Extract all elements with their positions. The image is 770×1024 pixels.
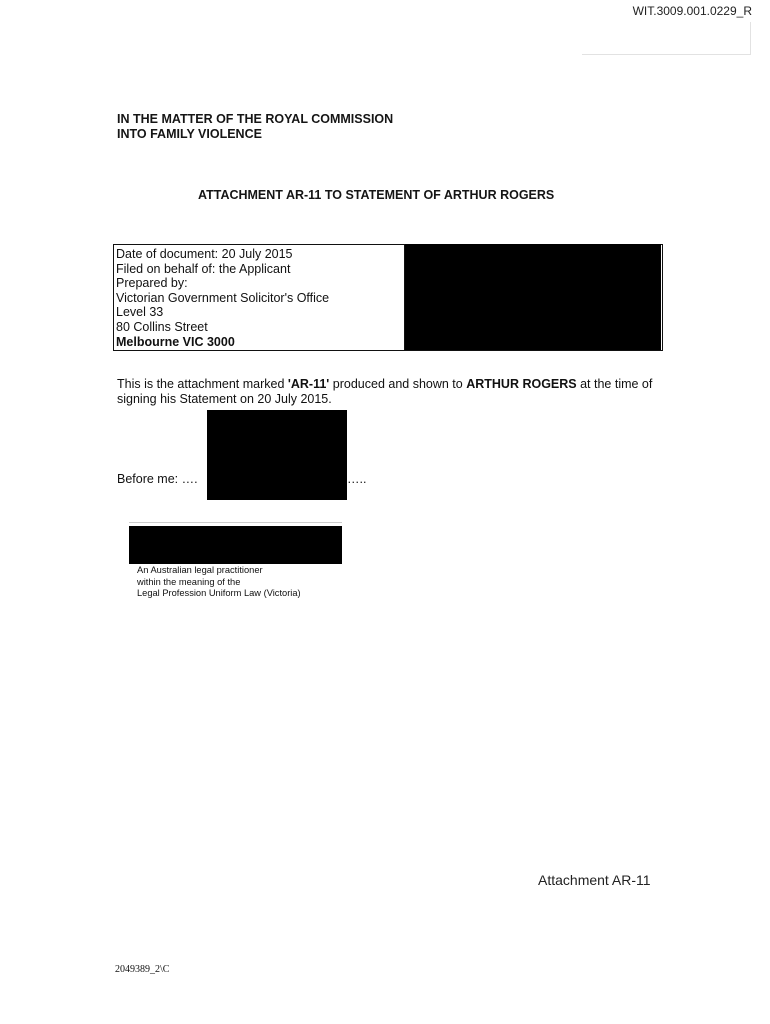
- signature-redaction: [207, 410, 347, 500]
- para-mark: 'AR-11': [287, 377, 330, 391]
- matter-heading: [117, 112, 393, 142]
- document-id: WIT.3009.001.0229_R: [632, 4, 752, 18]
- id-box: [582, 22, 751, 55]
- para-name: ARTHUR ROGERS: [466, 377, 577, 391]
- signature-dots: …..: [347, 472, 367, 486]
- practitioner-line-2: within the meaning of the: [137, 576, 241, 587]
- document-reference: 2049389_2\C: [115, 964, 170, 975]
- detail-filed: Filed on behalf of: the Applicant: [116, 261, 291, 276]
- document-details: [116, 247, 329, 349]
- detail-date: Date of document: 20 July 2015: [116, 247, 293, 261]
- attachment-paragraph: [117, 377, 657, 407]
- before-me-label: Before me: ….: [117, 472, 198, 486]
- para-text-2: produced and shown to: [329, 377, 467, 391]
- name-line: [129, 522, 342, 523]
- matter-line-1: IN THE MATTER OF THE ROYAL COMMISSION: [117, 112, 394, 126]
- practitioner-line-3: Legal Profession Uniform Law (Victoria): [137, 588, 301, 598]
- attachment-title: ATTACHMENT AR-11 TO STATEMENT OF ARTHUR ROGERS: [198, 188, 555, 202]
- para-text-1: This is the attachment marked: [117, 377, 288, 391]
- detail-office: Victorian Government Solicitor's Office: [116, 290, 330, 305]
- matter-line-2: INTO FAMILY VIOLENCE: [117, 127, 262, 141]
- practitioner-stamp: [137, 565, 301, 600]
- practitioner-line-1: An Australian legal practitioner: [137, 565, 263, 575]
- name-redaction: [129, 526, 342, 564]
- detail-city: Melbourne VIC 3000: [116, 334, 235, 349]
- para-text-3: at the time of signing his Statement on 20 July 2015.: [117, 377, 653, 406]
- attachment-label: Attachment AR-11: [538, 872, 651, 888]
- detail-street: 80 Collins Street: [116, 319, 208, 334]
- redaction-block: [405, 244, 661, 350]
- detail-prepared: Prepared by:: [116, 276, 188, 291]
- detail-level: Level 33: [116, 305, 164, 320]
